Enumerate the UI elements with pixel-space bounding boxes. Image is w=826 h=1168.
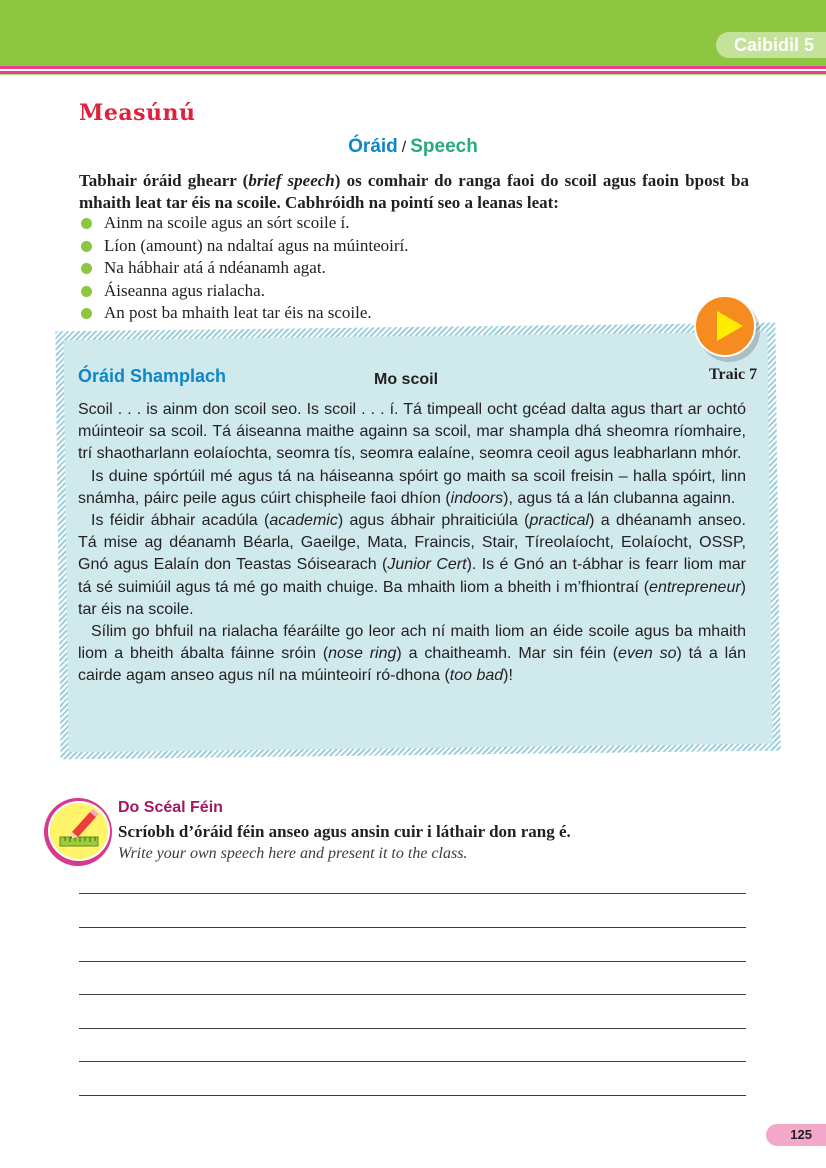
list-item	[79, 257, 409, 280]
speech-text: ) agus ábhair phraiticiúla (	[337, 512, 530, 530]
points-list	[79, 212, 409, 325]
bullet-icon	[81, 241, 92, 252]
speech-text: Is féidir ábhair acadúla (	[91, 512, 270, 530]
list-item-text: Ainm na scoile agus an sórt scoile í.	[104, 213, 350, 232]
heading-irish: Óráid	[348, 136, 398, 157]
list-item-text: An post ba mhaith leat tar éis na scoile.	[104, 303, 372, 322]
list-item	[79, 212, 409, 235]
speech-text: ), agus tá a lán clubanna againn.	[503, 489, 736, 507]
bullet-icon	[81, 286, 92, 297]
speech-paragraph	[78, 621, 746, 688]
bullet-icon	[81, 308, 92, 319]
speech-paragraph	[78, 510, 746, 621]
sample-speech	[78, 399, 746, 688]
writing-line[interactable]	[79, 1028, 746, 1029]
own-story-title: Do Scéal Féin	[118, 799, 223, 816]
list-item	[79, 280, 409, 303]
track-label: Traic 7	[709, 366, 758, 383]
own-story-instruction: Scríobh d’óráid féin anseo agus ansin cuir i láthair don rang é.	[118, 822, 571, 841]
writing-line[interactable]	[79, 1095, 746, 1096]
speech-gloss: practical	[529, 512, 590, 530]
speech-gloss: academic	[269, 512, 338, 530]
instructions-text: Tabhair óráid ghearr (	[79, 171, 249, 190]
writing-line[interactable]	[79, 994, 746, 995]
instructions-gloss: brief speech	[248, 171, 335, 190]
speech-text: )!	[503, 667, 513, 685]
speech-gloss: Junior Cert	[387, 556, 467, 574]
list-item-text: Áiseanna agus rialacha.	[104, 280, 265, 300]
speech-text: Sílim go bhfuil na rialacha féaráilte go leor ach ní maith liom an éide scoile agus ba mhaith liom a bheith ábalta fáinne sróin (	[78, 623, 746, 663]
pencil-ruler-icon	[50, 803, 108, 859]
speech-text: ) tá a lán cairde agam anseo agus níl na múinteoirí ró-dhona (	[78, 645, 746, 685]
task-instructions	[79, 170, 749, 214]
instructions-text: ) os comhair do ranga faoi do scoil agus faoin bpost ba mhaith leat tar éis na scoile. Cabhróidh na pointí seo a leanas leat:	[79, 171, 749, 212]
speech-gloss: nose ring	[328, 645, 397, 663]
own-story-badge	[44, 798, 112, 866]
speech-paragraph	[78, 466, 746, 510]
play-icon	[717, 311, 743, 341]
writing-line[interactable]	[79, 961, 746, 962]
speech-text: ). Is é Gnó an t-ábhar is fearr liom mar tá sé suimiúil agus tá mé go maith chuige. Ba mhaith liom a bheith i m’fhiontraí (	[78, 556, 747, 596]
list-item-text: Líon (amount) na ndaltaí agus na múinteoirí.	[104, 235, 409, 255]
page-heading	[0, 136, 826, 158]
own-story-badge-inner	[48, 801, 110, 861]
writing-line[interactable]	[79, 893, 746, 894]
bullet-icon	[81, 218, 92, 229]
bullet-icon	[81, 263, 92, 274]
speech-text: Is duine spórtúil mé agus tá na háiseanna spóirt go maith sa scoil freisin – halla spóirt, linn snámha, páirc peile agus cúirt chispheile faoi dhíon (	[78, 467, 746, 507]
speech-text: ) a dhéanamh anseo. Tá mise ag déanamh Béarla, Gaeilge, Mata, Fraincis, Stair, Tíreolaíocht, Eolaíocht, OSSP, Gnó agus Ealaín don Teastas Sóisearach (	[78, 512, 747, 574]
chapter-tab: Caibidil 5	[716, 32, 826, 58]
page-number: 125	[766, 1124, 826, 1146]
writing-line[interactable]	[79, 1061, 746, 1062]
section-title: Measúnú	[79, 100, 196, 126]
heading-separator: /	[401, 139, 407, 156]
speech-text: ) a chaitheamh. Mar sin féin (	[396, 645, 619, 663]
writing-line[interactable]	[79, 927, 746, 928]
speech-gloss: even so	[618, 645, 677, 663]
speech-gloss: too bad	[449, 667, 504, 685]
header-stripe-light	[0, 74, 826, 75]
speech-paragraph: Scoil . . . is ainm don scoil seo. Is scoil . . . í. Tá timpeall ocht gcéad dalta agus thart ar ochtó múinteoir sa scoil. Tá áiseanna maithe againn sa scoil, mar shampla dhá sheomra ríomhaire, trí shaotharlann eolaíochta, seomra tís, seomra ealaíne, seomra ceoil agus leabharlann mhór.	[78, 401, 746, 463]
speech-text: ) tar éis na scoile.	[78, 578, 746, 618]
heading-english: Speech	[410, 136, 478, 157]
sample-label: Óráid Shamplach	[78, 366, 227, 386]
sample-title: Mo scoil	[374, 371, 439, 388]
list-item	[79, 302, 409, 325]
own-story-instruction-english: Write your own speech here and present it to the class.	[118, 845, 468, 862]
speech-gloss: entrepreneur	[649, 578, 741, 596]
top-bar	[0, 0, 826, 66]
list-item-text: Na hábhair atá á ndéanamh agat.	[104, 258, 326, 277]
speech-gloss: indoors	[450, 489, 504, 507]
play-button[interactable]	[694, 295, 756, 357]
list-item	[79, 235, 409, 258]
